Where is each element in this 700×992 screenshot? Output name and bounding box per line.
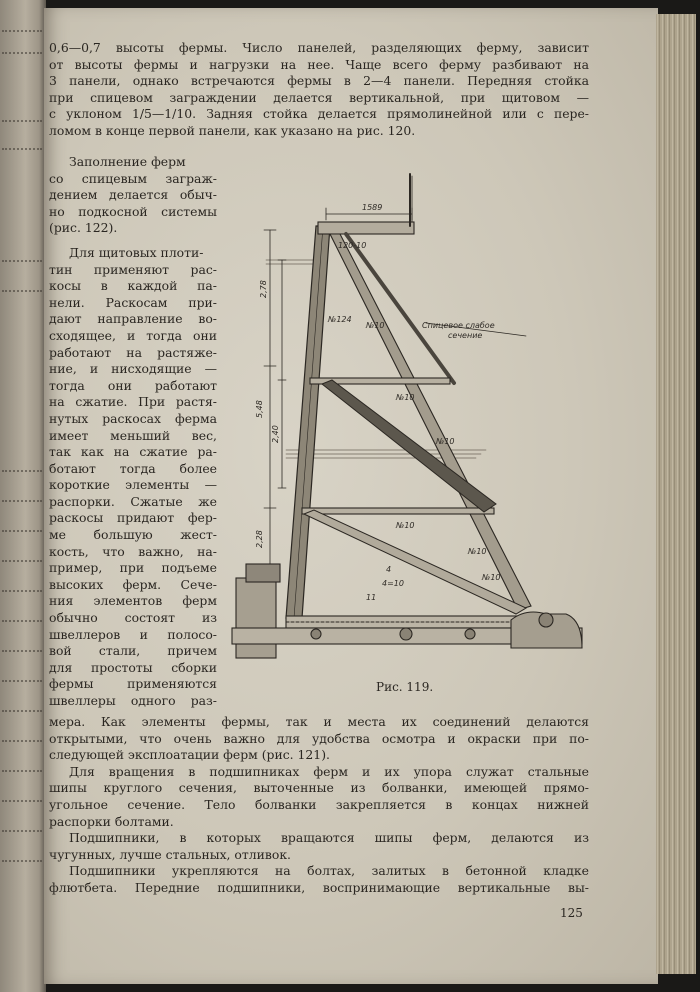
text-line: флютбета. Передние подшипники, воспринимающие вертикальные вы- bbox=[49, 879, 589, 895]
text-line: косы в каждой па- bbox=[49, 278, 217, 294]
text-line: Подшипники укрепляются на болтах, залитых в бетонной кладке bbox=[69, 863, 589, 879]
member-label: №10 bbox=[482, 573, 501, 582]
text-line: Заполнение ферм bbox=[69, 154, 186, 169]
text-line: высоких ферм. Сече- bbox=[49, 576, 217, 592]
bottom-label: 11 bbox=[366, 593, 377, 602]
front-post bbox=[286, 226, 330, 618]
text-line: 3 панели, однако встречаются фермы в 2—4 панели. Передняя стойка bbox=[49, 73, 589, 89]
text-line: ломом в конце первой панели, как указано на рис. 120. bbox=[49, 122, 416, 138]
text-line: дают направление во- bbox=[49, 311, 217, 327]
member-label: №10 bbox=[468, 547, 487, 556]
text-line: так как на сжатие ра- bbox=[49, 444, 217, 460]
text-line: от высоты фермы и нагрузки на нее. Чаще всего ферму разбивают на bbox=[49, 56, 589, 72]
text-line: ботают тогда более bbox=[49, 460, 217, 476]
member-label: №124 bbox=[328, 315, 352, 324]
text-line: на сжатие. При растя- bbox=[49, 394, 217, 410]
lower-diagonal bbox=[304, 510, 526, 614]
bottom-label: 4=10 bbox=[382, 579, 404, 588]
text-line: со спицевым заграж- bbox=[49, 170, 217, 186]
member-label: №10 bbox=[366, 321, 385, 330]
text-line: распорки. Сжатые же bbox=[49, 493, 217, 509]
rear-post bbox=[330, 234, 531, 610]
dim-label-1: 2,78 bbox=[259, 280, 268, 298]
dim-label-4: 2,28 bbox=[255, 530, 264, 548]
text-line: Для щитовых плоти- bbox=[69, 244, 204, 260]
member-label: №10 bbox=[396, 393, 415, 402]
text-line: ние, и нисходящие — bbox=[49, 361, 217, 377]
text-line: работают на растяже- bbox=[49, 344, 217, 360]
text-line: нели. Раскосам при- bbox=[49, 294, 217, 310]
water-level-lines bbox=[266, 260, 486, 458]
page-number: 125 bbox=[560, 906, 583, 920]
text-line: ме большую жест- bbox=[49, 527, 217, 543]
text-line: тогда они работают bbox=[49, 377, 217, 393]
member-label: №10 bbox=[436, 437, 455, 446]
text-line: для простоты сборки bbox=[49, 659, 217, 675]
figure-caption: Рис. 119. bbox=[376, 680, 434, 694]
weak-section-label: сечение bbox=[448, 331, 483, 340]
text-line: вой стали, причем bbox=[49, 643, 217, 659]
weak-section-label: Спицевое слабое bbox=[422, 321, 495, 330]
text-line: швеллеры одного раз- bbox=[49, 693, 217, 708]
top-channel bbox=[318, 222, 414, 234]
text-line: 0,6—0,7 высоты фермы. Число панелей, разделяющих ферму, зависит bbox=[49, 40, 589, 55]
text-line: имеет меньший вес, bbox=[49, 427, 217, 443]
text-line: короткие элементы — bbox=[49, 477, 217, 493]
adjacent-page-edge bbox=[0, 0, 46, 992]
text-line: Для вращения в подшипниках ферм и их упора служат стальные bbox=[69, 763, 589, 779]
text-line: дением делается обыч- bbox=[49, 187, 217, 203]
text-line: при спицевом заграждении делается вертикальной, при щитовом — bbox=[49, 89, 589, 105]
text-line: ния элементов ферм bbox=[49, 593, 217, 609]
bottom-label: 4 bbox=[386, 565, 392, 574]
top-channel-label: 120-10 bbox=[338, 241, 367, 250]
text-line: открытыми, что очень важно для удобства осмотра и окраски при по- bbox=[49, 730, 589, 746]
text-line: Подшипники, в которых вращаются шипы ферм, делаются из bbox=[69, 830, 589, 846]
text-line: сходящее, и тогда они bbox=[49, 327, 217, 343]
text-line: обычно состоят из bbox=[49, 610, 217, 626]
text-line: (рис. 122). bbox=[49, 220, 118, 236]
text-line: чугунных, лучше стальных, отливок. bbox=[49, 846, 291, 862]
text-line: шипы круглого сечения, выточенные из болванки, имеющей прямо- bbox=[49, 780, 589, 796]
text-line: распорки болтами. bbox=[49, 813, 174, 829]
dim-top-label: 1589 bbox=[362, 203, 383, 212]
top-paragraph bbox=[49, 40, 589, 140]
page-stack-edges bbox=[656, 14, 696, 974]
text-line: раскосы придают фер- bbox=[49, 510, 217, 526]
text-line: нутых раскосах ферма bbox=[49, 410, 217, 426]
bottom-strut bbox=[286, 616, 536, 628]
text-line: мера. Как элементы фермы, так и места их соединений делаются bbox=[49, 714, 589, 729]
text-line: фермы применяются bbox=[49, 676, 217, 692]
text-line: угольное сечение. Тело болванки закрепляется в концах нижней bbox=[49, 796, 589, 812]
foundation bbox=[232, 564, 582, 658]
text-line: тин применяют рас- bbox=[49, 261, 217, 277]
text-line: пример, при подъеме bbox=[49, 560, 217, 576]
text-line: кость, что важно, на- bbox=[49, 543, 217, 559]
text-line: но подкосной системы bbox=[49, 203, 217, 219]
text-line: швеллеров и полосо- bbox=[49, 626, 217, 642]
dim-label-2: 5,48 bbox=[255, 400, 264, 418]
side-column bbox=[49, 154, 217, 710]
bottom-paragraphs bbox=[49, 714, 589, 897]
dim-label-3: 2,40 bbox=[271, 425, 280, 443]
truss-figure bbox=[226, 168, 588, 673]
text-line: следующей эксплоатации ферм (рис. 121). bbox=[49, 747, 330, 763]
text-line: с уклоном 1/5—1/10. Задняя стойка делается прямолинейной или с пере- bbox=[49, 106, 589, 122]
member-label: №10 bbox=[396, 521, 415, 530]
